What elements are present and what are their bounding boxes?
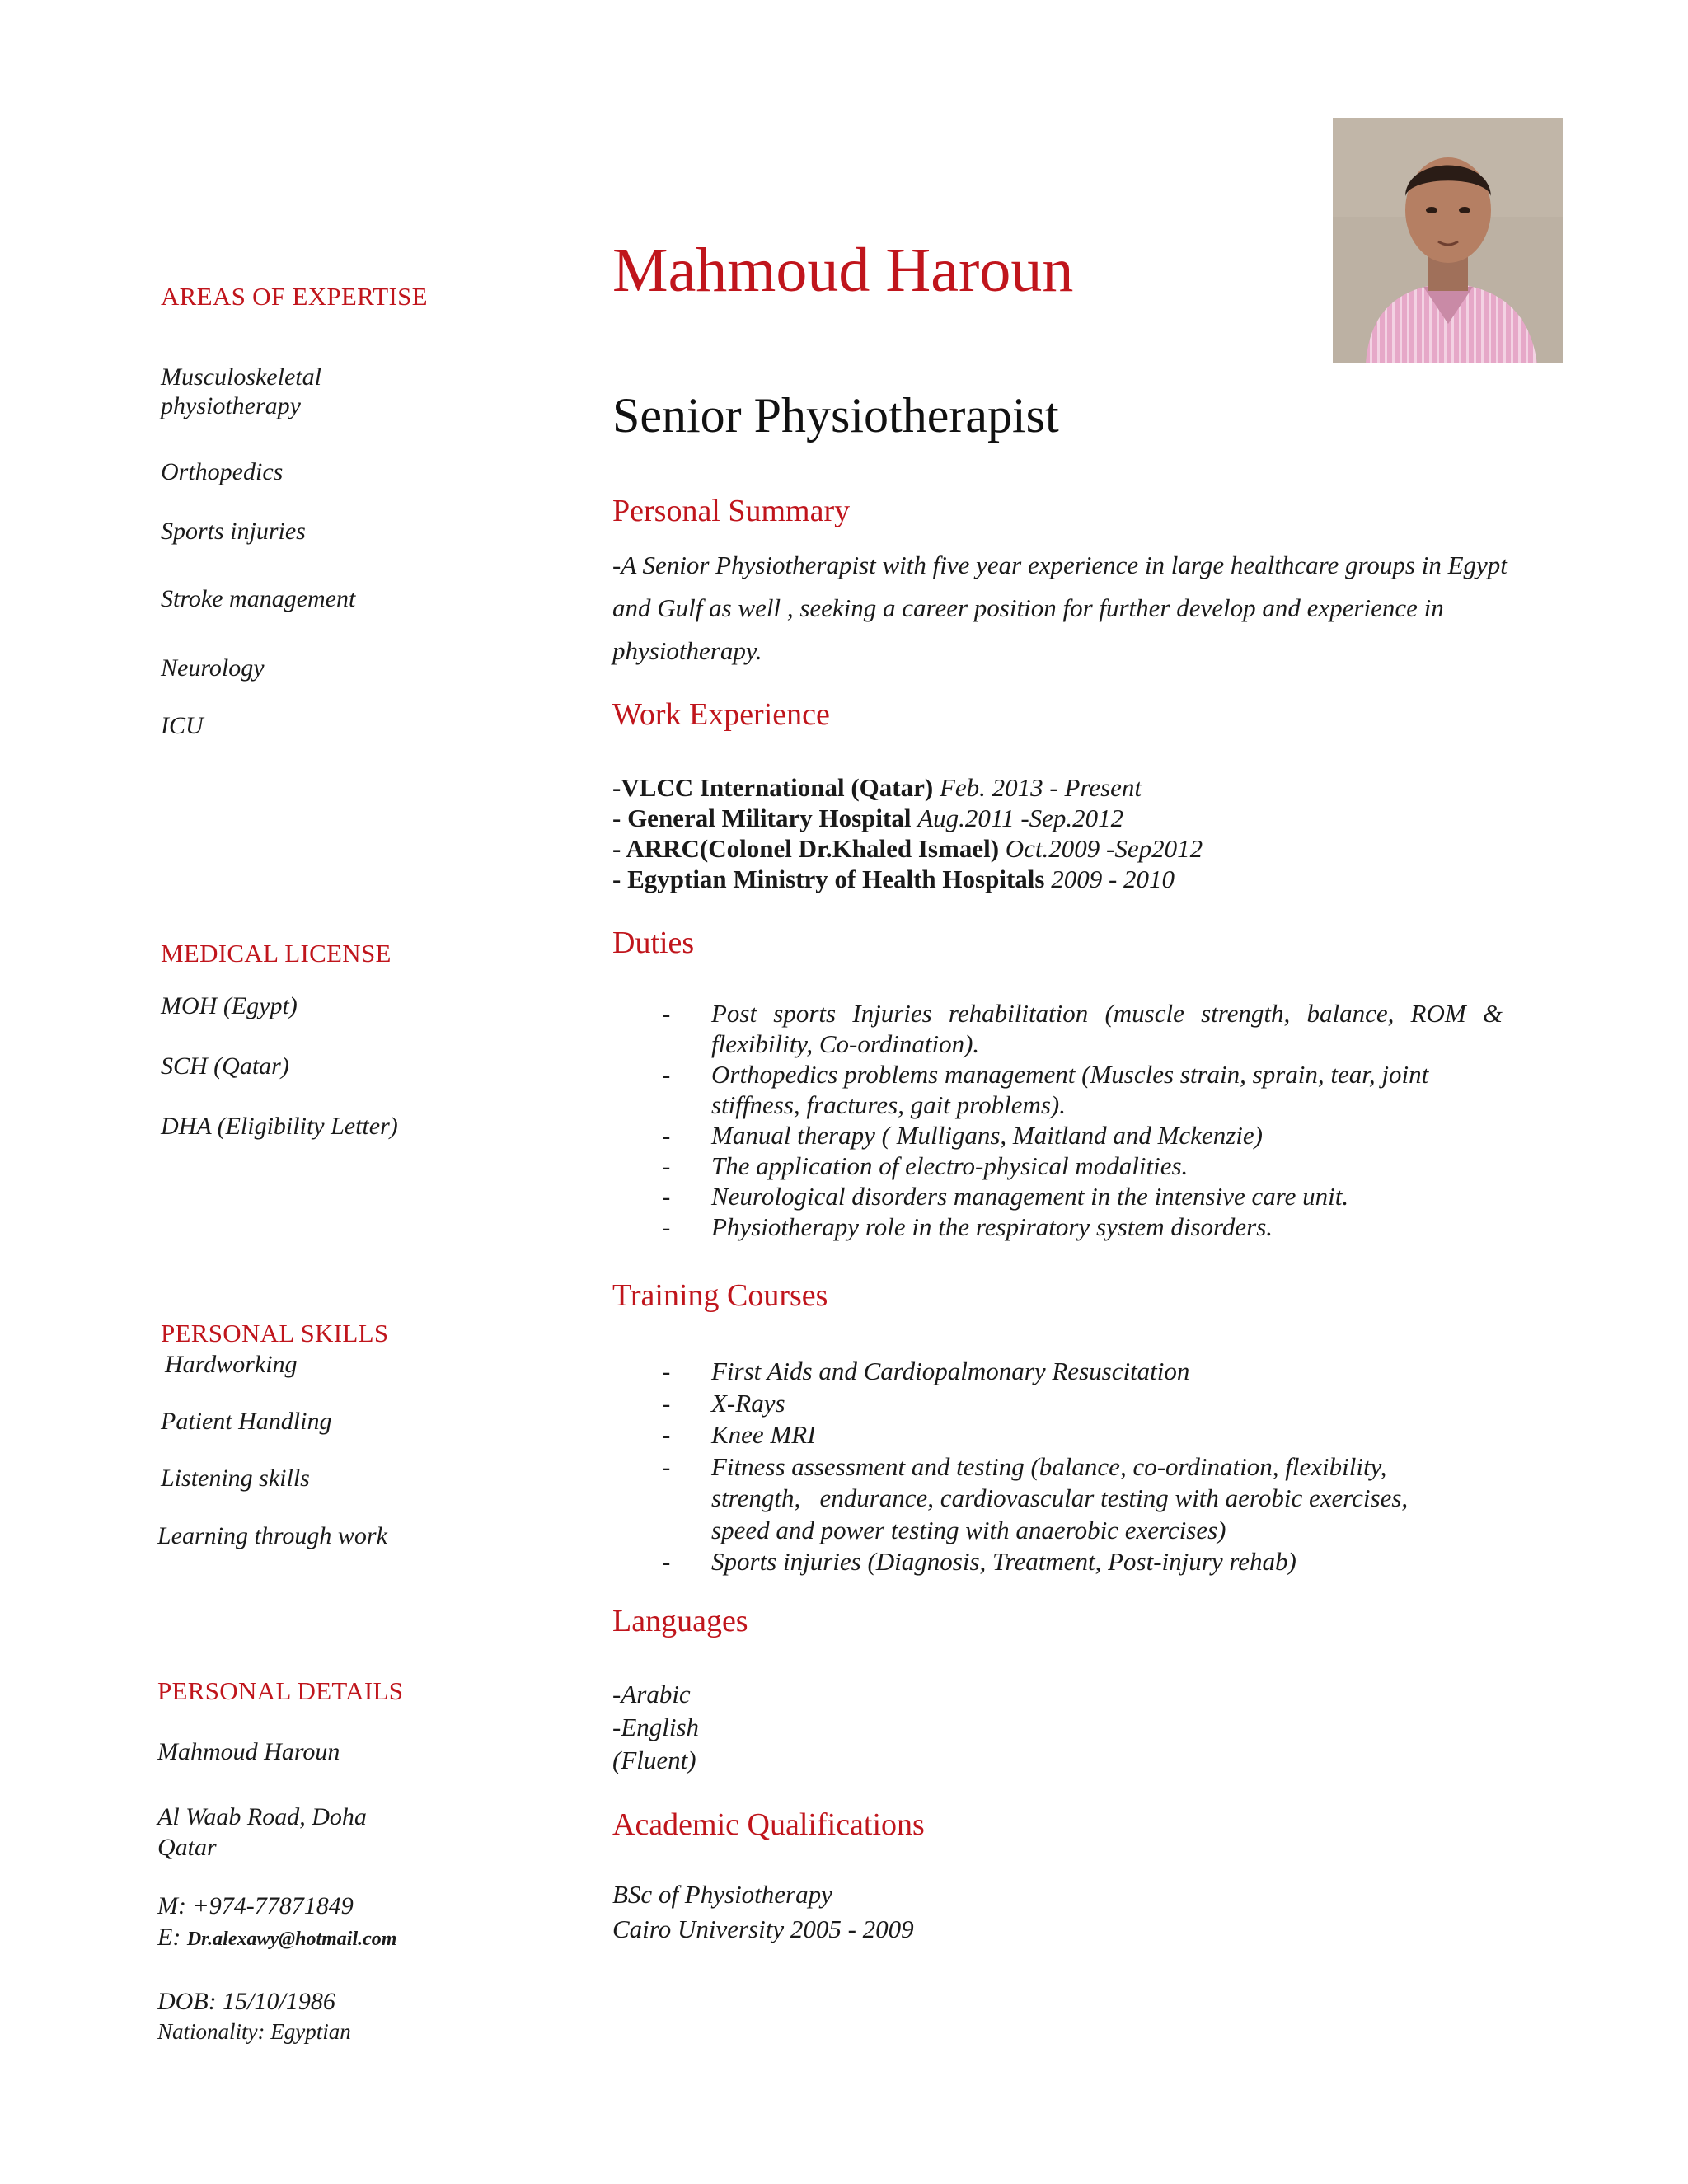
duty-line: Physiotherapy role in the respiratory system disorders. xyxy=(711,1212,1273,1241)
duty-line: stiffness, fractures, gait problems). xyxy=(711,1090,1066,1119)
work-list xyxy=(612,772,1203,894)
training-item xyxy=(612,1546,1408,1578)
training-line: Sports injuries (Diagnosis, Treatment, Post-injury rehab) xyxy=(711,1547,1296,1576)
language-item: -English xyxy=(612,1713,700,1741)
profile-photo xyxy=(1333,118,1563,363)
duty-line: Orthopedics problems management (Muscles strain, sprain, tear, joint xyxy=(711,1060,1429,1089)
license-item: SCH (Qatar) xyxy=(161,1052,289,1080)
training-line: X-Rays xyxy=(711,1388,785,1418)
training-line: First Aids and Cardiopalmonary Resuscitation xyxy=(711,1357,1190,1385)
expertise-item: Neurology xyxy=(161,654,265,682)
details-email-row xyxy=(157,1923,396,1954)
duty-item xyxy=(612,998,1503,1029)
duty-line: flexibility, Co-ordination). xyxy=(711,1029,980,1058)
work-item xyxy=(612,864,1203,894)
details-address-line2: Qatar xyxy=(157,1834,217,1861)
language-item: -Arabic xyxy=(612,1680,691,1708)
bullet-dash: - xyxy=(662,1451,671,1481)
training-item xyxy=(612,1388,1408,1420)
bullet-dash: - xyxy=(662,1388,671,1418)
details-mobile: M: +974-77871849 xyxy=(157,1892,354,1919)
duties-heading: Duties xyxy=(612,926,695,960)
duty-line: The application of electro-physical modalities. xyxy=(711,1151,1189,1180)
work-item xyxy=(612,833,1203,864)
work-period: 2009 - 2010 xyxy=(1051,865,1175,893)
skill-item: Hardworking xyxy=(165,1351,298,1378)
license-item: MOH (Egypt) xyxy=(161,992,298,1019)
training-line: Fitness assessment and testing (balance, co-ordination, flexibility, xyxy=(711,1451,1387,1481)
academic-item: Cairo University 2005 - 2009 xyxy=(612,1915,914,1943)
duty-item-continued xyxy=(612,1029,1503,1059)
license-item: DHA (Eligibility Letter) xyxy=(161,1113,398,1140)
work-period: Aug.2011 -Sep.2012 xyxy=(917,804,1124,832)
details-heading: PERSONAL DETAILS xyxy=(157,1676,404,1705)
academic-heading: Academic Qualifications xyxy=(612,1807,925,1842)
details-nationality: Nationality: Egyptian xyxy=(157,2019,351,2044)
expertise-heading: AREAS OF EXPERTISE xyxy=(161,282,428,311)
summary-heading: Personal Summary xyxy=(612,494,851,528)
bullet-dash: - xyxy=(662,1547,671,1576)
skill-item: Patient Handling xyxy=(161,1408,332,1435)
training-item xyxy=(612,1451,1408,1483)
work-employer: - General Military Hospital xyxy=(612,804,912,832)
job-title: Senior Physiotherapist xyxy=(612,388,1059,443)
expertise-item: Orthopedics xyxy=(161,458,284,485)
training-line: strength, endurance, cardiovascular testing with aerobic exercises, xyxy=(711,1483,1409,1512)
work-employer: -VLCC International (Qatar) xyxy=(612,773,934,802)
bullet-dash: - xyxy=(662,1060,671,1089)
duty-line: Neurological disorders management in the intensive care unit. xyxy=(711,1182,1349,1211)
training-item xyxy=(612,1356,1408,1388)
duty-item xyxy=(612,1151,1503,1181)
work-item xyxy=(612,772,1203,803)
work-period: Feb. 2013 - Present xyxy=(939,773,1142,802)
bullet-dash: - xyxy=(662,1420,671,1449)
duty-item xyxy=(612,1181,1503,1212)
expertise-item: physiotherapy xyxy=(161,392,301,419)
bullet-dash: - xyxy=(662,1121,671,1150)
academic-item: BSc of Physiotherapy xyxy=(612,1880,832,1909)
bullet-dash: - xyxy=(662,1357,671,1385)
language-item: (Fluent) xyxy=(612,1746,696,1774)
details-address-line1: Al Waab Road, Doha xyxy=(157,1803,367,1830)
duty-line: Manual therapy ( Mulligans, Maitland and Mckenzie) xyxy=(711,1121,1263,1150)
training-heading: Training Courses xyxy=(612,1278,828,1313)
skill-item: Listening skills xyxy=(161,1465,310,1492)
training-item-continued xyxy=(612,1483,1408,1515)
training-line: speed and power testing with anaerobic exercises) xyxy=(711,1515,1226,1544)
expertise-item: Stroke management xyxy=(161,585,356,612)
academic-list xyxy=(612,1877,914,1947)
details-name: Mahmoud Haroun xyxy=(157,1738,340,1765)
skills-heading: PERSONAL SKILLS xyxy=(161,1319,389,1347)
training-item xyxy=(612,1419,1408,1451)
duty-item xyxy=(612,1059,1503,1090)
work-period: Oct.2009 -Sep2012 xyxy=(1005,834,1203,863)
summary-text: -A Senior Physiotherapist with five year experience in large healthcare groups in Egypt and Gulf as well , seeking a career position for further develop and experience in physiotherapy. xyxy=(612,551,1507,665)
email-link[interactable]: Dr.alexawy@hotmail.com xyxy=(186,1929,397,1950)
duty-item-continued xyxy=(612,1090,1503,1120)
candidate-name: Mahmoud Haroun xyxy=(612,236,1074,305)
languages-list xyxy=(612,1678,699,1777)
bullet-dash: - xyxy=(662,1151,671,1180)
training-item-continued xyxy=(612,1515,1408,1547)
work-employer: - ARRC(Colonel Dr.Khaled Ismael) xyxy=(612,834,1000,863)
duty-line: Post sports Injuries rehabilitation (muscle strength, balance, ROM & xyxy=(711,999,1503,1028)
duty-item xyxy=(612,1120,1503,1151)
details-dob: DOB: 15/10/1986 xyxy=(157,1988,335,2015)
expertise-item: Sports injuries xyxy=(161,518,306,545)
training-line: Knee MRI xyxy=(711,1420,816,1449)
expertise-item: Musculoskeletal xyxy=(161,363,321,391)
email-label: E: xyxy=(157,1924,181,1951)
duty-item xyxy=(612,1212,1503,1242)
duties-list xyxy=(612,998,1503,1242)
expertise-item: ICU xyxy=(161,712,204,739)
skill-item: Learning through work xyxy=(157,1522,387,1549)
bullet-dash: - xyxy=(662,999,671,1028)
work-item xyxy=(612,803,1203,833)
bullet-dash: - xyxy=(662,1212,671,1241)
languages-heading: Languages xyxy=(612,1604,748,1638)
work-heading: Work Experience xyxy=(612,697,830,732)
license-heading: MEDICAL LICENSE xyxy=(161,939,392,968)
training-list xyxy=(612,1356,1408,1578)
bullet-dash: - xyxy=(662,1182,671,1211)
work-employer: - Egyptian Ministry of Health Hospitals xyxy=(612,865,1045,893)
